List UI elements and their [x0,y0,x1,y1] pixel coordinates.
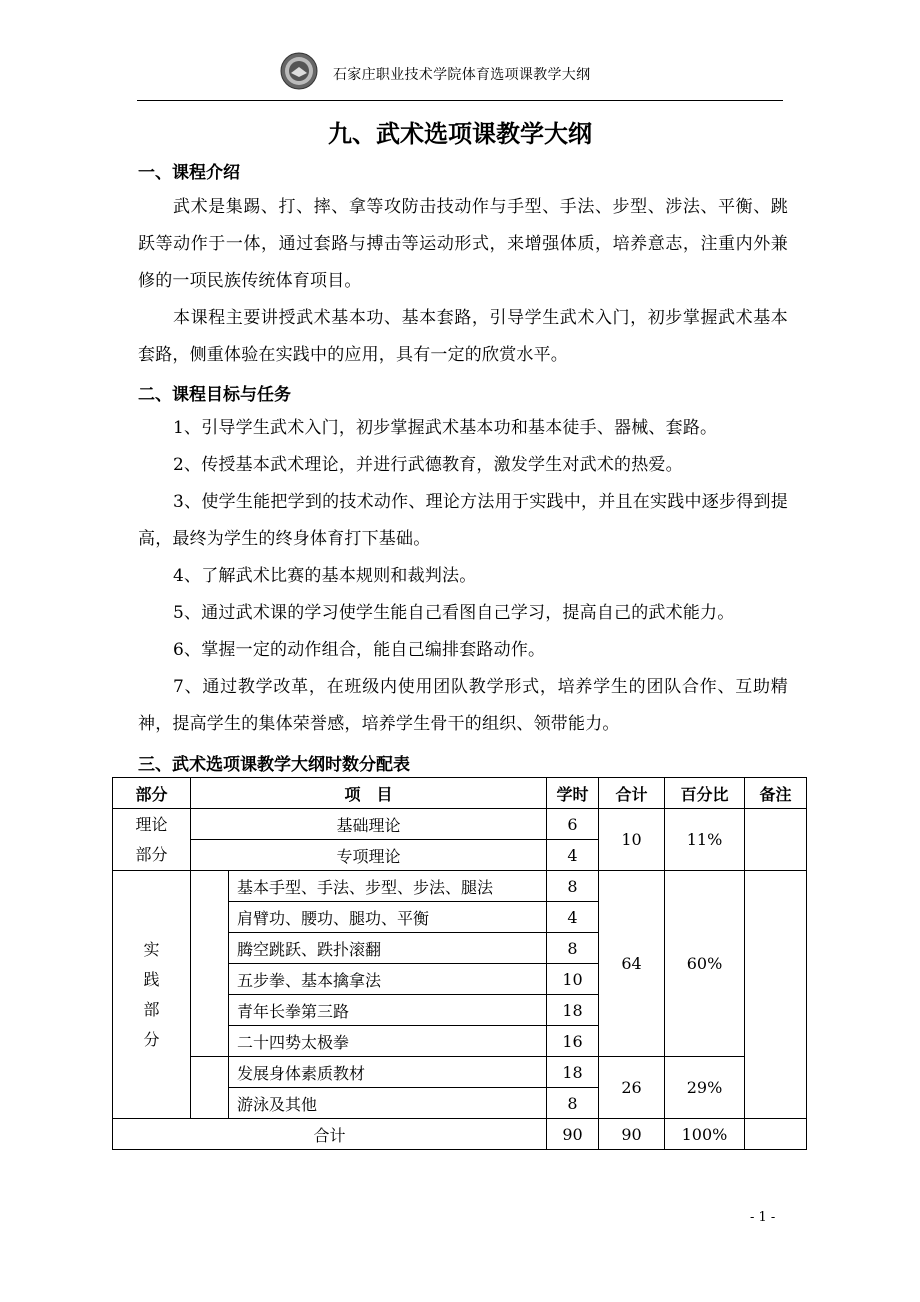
page-number: - 1 - [750,1210,776,1225]
page-header [0,52,920,96]
page-title: 九、武术选项课教学大纲 [328,120,592,148]
section-1-paragraph-1: 武术是集踢、打、摔、拿等攻防击技动作与手型、手法、步型、涉法、平衡、跳跃等动作于一体，通过套路与搏击等运动形式，来增强体质，培养意志，注重内外兼修的一项民族传统体育项目。 [138,197,788,291]
sum-total: 90 [599,1119,665,1150]
table-row [113,809,807,840]
section-3-heading: 三、武术选项课教学大纲时数分配表 [138,755,410,775]
goal-item-6: 6、掌握一定的动作组合，能自己编排套路动作。 [173,640,546,660]
goal-item-4: 4、了解武术比赛的基本规则和裁判法。 [173,566,477,586]
table-cell-item: 肩臂功、腰功、腿功、平衡 [229,902,547,933]
goal-item-1: 1、引导学生武术入门，初步掌握武术基本功和基本徒手、器械、套路。 [173,418,718,438]
practice-a-total: 64 [599,871,665,1057]
section-1-paragraph-2: 本课程主要讲授武术基本功、基本套路，引导学生武术入门，初步掌握武术基本套路，侧重体验在实践中的应用，具有一定的欣赏水平。 [138,308,788,365]
header-part: 部分 [113,778,191,809]
theory-part-label: 理论部分 [113,809,191,871]
theory-total: 10 [599,809,665,871]
goal-item-3: 3、使学生能把学到的技术动作、理论方法用于实践中，并且在实践中逐步得到提高，最终为学生的终身体育打下基础。 [138,492,788,549]
table-cell-hours: 16 [547,1026,599,1057]
header-percent: 百分比 [665,778,745,809]
practice-a-percent: 60% [665,871,745,1057]
table-cell-item: 五步拳、基本擒拿法 [229,964,547,995]
table-cell-hours: 18 [547,995,599,1026]
header-item: 项 目 [191,778,547,809]
table-row [113,871,807,902]
header-institution: 石家庄职业技术学院体育选项课教学大纲 [333,67,591,83]
table-cell-item: 腾空跳跃、跌扑滚翻 [229,933,547,964]
sum-hours: 90 [547,1119,599,1150]
table-header-row [113,778,807,809]
hours-table [112,777,807,1150]
table-cell-item: 专项理论 [191,840,547,871]
table-cell-item: 青年长拳第三路 [229,995,547,1026]
theory-note [745,809,807,871]
table-cell-hours: 18 [547,1057,599,1088]
table-cell-item: 基础理论 [191,809,547,840]
table-cell-hours: 8 [547,1088,599,1119]
theory-percent: 11% [665,809,745,871]
header-hours: 学时 [547,778,599,809]
section-2-heading: 二、课程目标与任务 [138,385,291,405]
sum-note [745,1119,807,1150]
practice-part-label: 实践部分 [113,871,191,1119]
practice-b-percent: 29% [665,1057,745,1119]
goal-item-7: 7、通过教学改革，在班级内使用团队教学形式，培养学生的团队合作、互助精神，提高学生的集体荣誉感，培养学生骨干的组织、领带能力。 [138,677,788,734]
table-sum-row [113,1119,807,1150]
header-rule [137,100,783,101]
sum-label: 合计 [113,1119,547,1150]
practice-note [745,871,807,1119]
table-cell-item: 发展身体素质教材 [229,1057,547,1088]
section-1-heading: 一、课程介绍 [138,163,240,183]
table-cell-hours: 8 [547,933,599,964]
table-cell-item: 基本手型、手法、步型、步法、腿法 [229,871,547,902]
table-cell-hours: 8 [547,871,599,902]
table-cell-hours: 4 [547,840,599,871]
table-row [113,1057,807,1088]
header-note: 备注 [745,778,807,809]
table-cell-hours: 6 [547,809,599,840]
practice-b-total: 26 [599,1057,665,1119]
table-cell-hours: 10 [547,964,599,995]
practice-group-b-spacer [191,1057,229,1119]
table-cell-item: 二十四势太极拳 [229,1026,547,1057]
practice-group-a-spacer [191,871,229,1057]
college-seal-icon [280,52,318,90]
table-cell-hours: 4 [547,902,599,933]
goal-item-5: 5、通过武术课的学习使学生能自己看图自己学习，提高自己的武术能力。 [173,603,735,623]
header-total: 合计 [599,778,665,809]
sum-percent: 100% [665,1119,745,1150]
table-cell-item: 游泳及其他 [229,1088,547,1119]
goal-item-2: 2、传授基本武术理论，并进行武德教育，激发学生对武术的热爱。 [173,455,683,475]
